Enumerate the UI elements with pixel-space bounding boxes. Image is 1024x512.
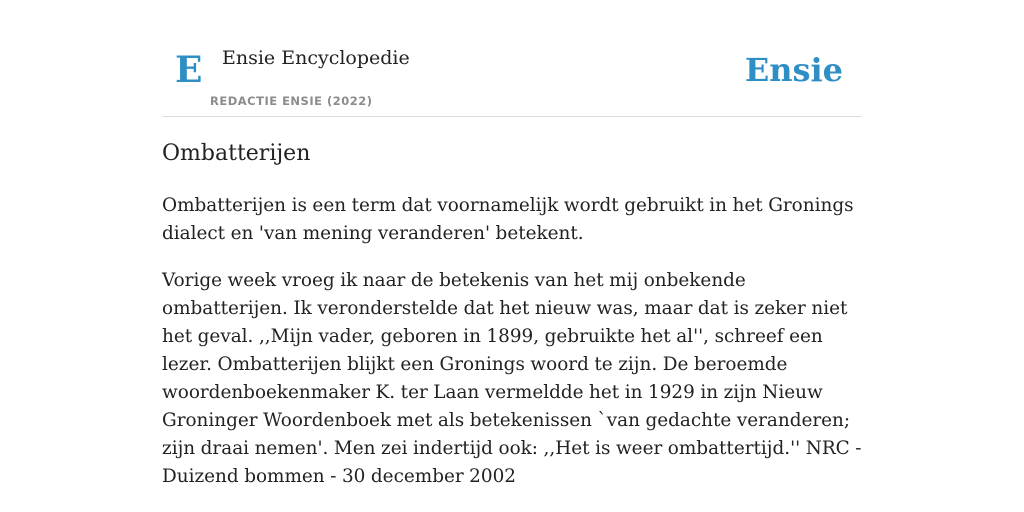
- article-title: Ombatterijen: [162, 141, 311, 166]
- article: [162, 138, 862, 491]
- ensie-logo-icon[interactable]: E: [175, 49, 203, 91]
- site-header: [162, 0, 862, 117]
- source-label: REDACTIE ENSIE (2022): [210, 94, 373, 108]
- brand-logo[interactable]: Ensie: [744, 51, 843, 89]
- site-name[interactable]: Ensie Encyclopedie: [222, 47, 410, 69]
- article-paragraph: Vorige week vroeg ik naar de betekenis van het mij onbekende ombatterijen. Ik veronderstelde dat het nieuw was, maar dat is zeker niet het geval. ,,Mijn vader, geboren in 1899, gebruikte het al'', schreef een lezer. Ombatterijen blijkt een Gronings woord te zijn. De beroemde woordenboekenmaker K. ter Laan vermeldde het in 1929 in zijn Nieuw Groninger Woordenboek met als betekenissen `van gedachte veranderen; zijn draai nemen'. Men zei indertijd ook: ,,Het is weer ombattertijd.'' NRC - Duizend bommen - 30 december 2002: [162, 270, 862, 487]
- article-paragraph: Ombatterijen is een term dat voornamelijk wordt gebruikt in het Gronings dialect en 'van mening veranderen' betekent.: [162, 195, 854, 244]
